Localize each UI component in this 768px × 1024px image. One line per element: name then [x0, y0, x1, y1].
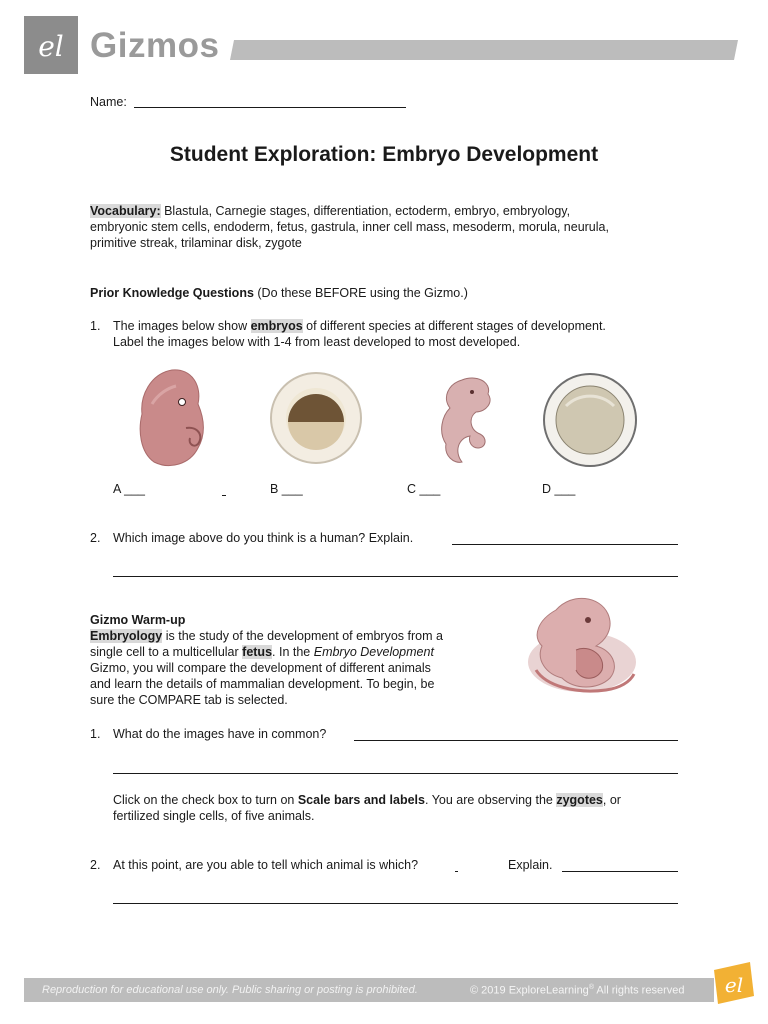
warmup-embryo-image	[516, 590, 638, 696]
q2-number: 2.	[90, 531, 101, 545]
badge-glyph: el	[724, 973, 744, 997]
w2-short-line	[455, 871, 458, 872]
gizmos-logo	[24, 16, 78, 74]
q1-number: 1.	[90, 319, 101, 333]
embryo-b-image	[268, 370, 364, 466]
w2-number: 2.	[90, 858, 101, 872]
w2-text: At this point, are you able to tell which animal is which?	[113, 858, 419, 872]
scale-bars-instruction: Click on the check box to turn on Scale bars and labels. You are observing the zygotes, or fertilized single cells, of five animals.	[113, 793, 621, 823]
prior-knowledge-heading: Prior Knowledge Questions (Do these BEFORE using the Gizmo.)	[90, 286, 468, 300]
image-label-d: D ___	[542, 482, 576, 496]
stray-underline	[222, 495, 226, 496]
embryo-c-image	[428, 372, 498, 468]
logo-glyph: el	[38, 30, 64, 63]
vocabulary-label: Vocabulary:	[90, 204, 161, 218]
w2-answer-line-2[interactable]	[113, 903, 678, 904]
embryo-a-image	[132, 364, 212, 472]
footer-disclaimer: Reproduction for educational use only. Public sharing or posting is prohibited.	[42, 984, 418, 996]
warmup-heading: Gizmo Warm-up	[90, 613, 186, 627]
w1-answer-line-1[interactable]	[354, 740, 678, 741]
q2-text: Which image above do you think is a human? Explain.	[113, 531, 414, 545]
vocabulary-block: Vocabulary: Blastula, Carnegie stages, differentiation, ectoderm, embryo, embryology, embryonic stem cells, endoderm, fetus, gastrula, inner cell mass, mesoderm, morula, neurula, primitive streak, trilaminar disk, zygote	[90, 204, 609, 250]
w2-explain-label: Explain.	[508, 858, 553, 872]
image-label-b: B ___	[270, 482, 303, 496]
name-field-line[interactable]	[134, 107, 406, 108]
header-bar	[230, 40, 738, 60]
w1-number: 1.	[90, 727, 101, 741]
brand-name: Gizmos	[90, 26, 220, 65]
image-label-c: C ___	[407, 482, 441, 496]
el-logo-icon	[24, 16, 78, 74]
q2-answer-line-2[interactable]	[113, 576, 678, 577]
explorelearning-badge-icon	[706, 960, 756, 1006]
image-label-a: A ___	[113, 482, 145, 496]
embryo-d-image	[542, 372, 638, 468]
w1-text: What do the images have in common?	[113, 727, 327, 741]
q1-text: The images below show embryos of different species at different stages of development. Label the images below with 1-4 from least developed to most developed.	[113, 319, 606, 349]
footer-copyright: © 2019 ExploreLearning® All rights reserved	[470, 984, 685, 997]
page-title: Student Exploration: Embryo Development	[169, 143, 599, 166]
q2-answer-line-1[interactable]	[452, 544, 678, 545]
warmup-paragraph: Embryology is the study of the development of embryos from a single cell to a multicellular fetus. In the Embryo Development Gizmo, you will compare the development of different animals and learn the details of mammalian development. To begin, be sure the COMPARE tab is selected.	[90, 629, 443, 707]
w2-answer-line-1[interactable]	[562, 871, 678, 872]
w1-answer-line-2[interactable]	[113, 773, 678, 774]
name-label: Name:	[90, 95, 127, 109]
